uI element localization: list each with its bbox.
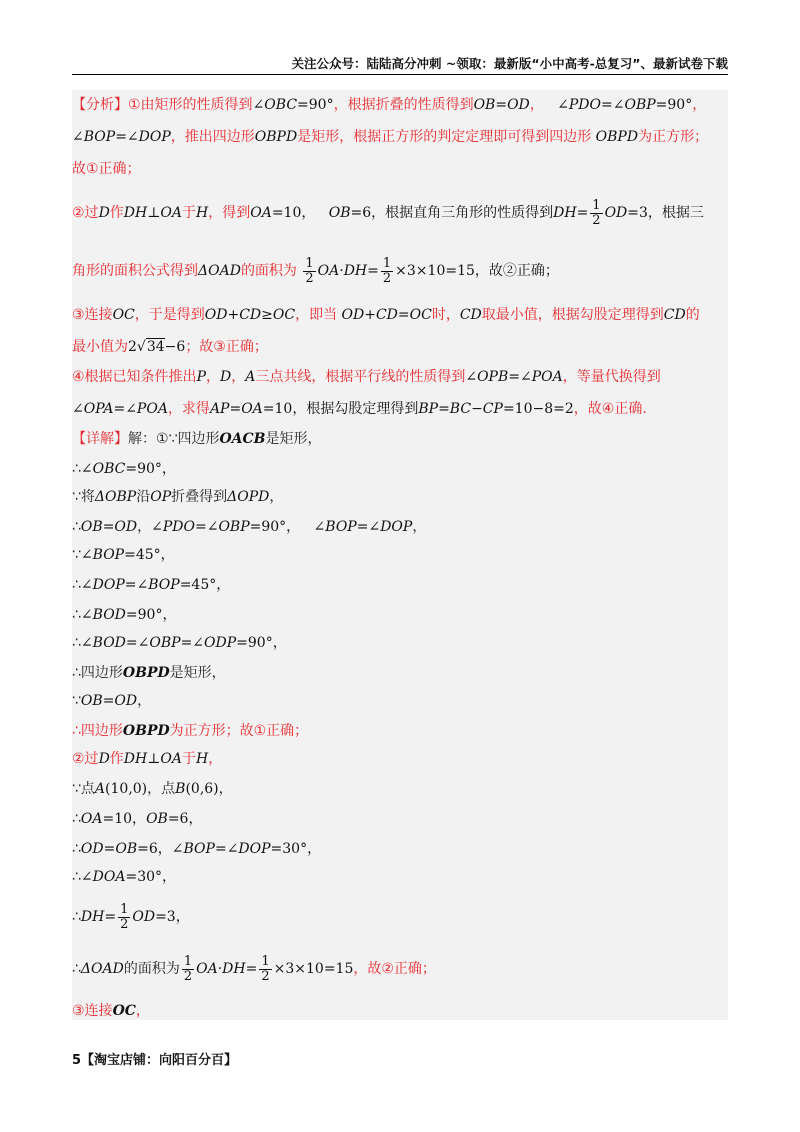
solution-content	[72, 90, 728, 1020]
analysis-line-3: 故①正确；	[72, 161, 141, 177]
sqrt-radicand: 34	[146, 339, 165, 355]
analysis-tag: 【分析】	[72, 97, 128, 113]
fraction-half: $\frac{1}{2}$	[183, 953, 193, 984]
analysis-line-2: ∠BOP=∠DOP，推出四边形OBPD是矩形，根据正方形的判定定理即可得到四边形 OBPD为正方形；	[72, 129, 709, 145]
analysis-line-5: 角形的面积公式得到ΔOAD的面积为 $\frac{1}{2}$ OA·DH= $\frac{1}{2}$ ×3×10=15，故②正确；	[72, 255, 559, 286]
analysis-line-9: ∠OPA=∠POA，求得AP=OA=10，根据勾股定理得到BP=BC−CP=10−8=2，故④正确.	[72, 401, 647, 417]
detail-line-8: ∴∠BOD=∠OBP=∠ODP=90°，	[72, 635, 287, 651]
detail-line-6: ∴∠DOP=∠BOP=45°，	[72, 577, 231, 593]
detail-line-15: ∴OD=OB=6，∠BOP=∠DOP=30°，	[72, 841, 322, 857]
detail-tag: 【详解】	[72, 431, 128, 447]
analysis-line-4: ②过D作DH⊥OA于H，得到OA=10， OB=6，根据直角三角形的性质得到DH= $\frac{1}{2}$ OD=3，根据三	[72, 197, 704, 228]
detail-line-7: ∴∠BOD=90°，	[72, 607, 177, 623]
detail-line-1: 【详解】解：①∵四边形OACB是矩形，	[72, 431, 322, 447]
detail-line-13: ∵点A(10,0)，点B(0,6)，	[72, 781, 233, 797]
detail-line-9: ∴四边形OBPD是矩形，	[72, 665, 226, 681]
analysis-line-1: 【分析】①由矩形的性质得到∠OBC=90°，根据折叠的性质得到OB=OD， ∠PDO=∠OBP=90°，	[72, 97, 707, 113]
detail-line-10: ∵OB=OD，	[72, 693, 152, 709]
detail-line-18: ∴ΔOAD的面积为 $\frac{1}{2}$ OA·DH= $\frac{1}{2}$ ×3×10=15，故②正确；	[72, 953, 436, 984]
fraction-half: $\frac{1}{2}$	[305, 255, 314, 286]
detail-line-14: ∴OA=10，OB=6，	[72, 811, 203, 827]
page-header: 关注公众号：陆陆高分冲刺 ~领取：最新版“小中高考-总复习”、最新试卷下载	[72, 54, 728, 75]
fraction-half: $\frac{1}{2}$	[120, 901, 129, 932]
analysis-line-7: 最小值为2√34−6；故③正确；	[72, 339, 268, 355]
detail-line-4: ∴OB=OD，∠PDO=∠OBP=90°， ∠BOP=∠DOP，	[72, 519, 427, 535]
detail-line-5: ∵∠BOP=45°，	[72, 547, 175, 563]
fraction-half: $\frac{1}{2}$	[592, 197, 601, 228]
detail-line-17: ∴DH= $\frac{1}{2}$ OD=3，	[72, 901, 190, 932]
detail-line-3: ∵将ΔOBP沿OP折叠得到ΔOPD，	[72, 489, 284, 505]
detail-line-11: ∴四边形OBPD为正方形；故①正确；	[72, 723, 309, 739]
page-footer: 5【淘宝店铺：向阳百分百】	[72, 1053, 238, 1068]
analysis-line-6: ③连接OC，于是得到OD+CD≥OC，即当 OD+CD=OC时，CD取最小值，根据勾股定理得到CD的	[72, 307, 700, 323]
detail-line-12: ②过D作DH⊥OA于H，	[72, 751, 223, 767]
analysis-line-8: ④根据已知条件推出P，D，A三点共线，根据平行线的性质得到∠OPB=∠POA，等量代换得到	[72, 369, 661, 385]
fraction-half: $\frac{1}{2}$	[261, 953, 270, 984]
detail-line-19: ③连接OC，	[72, 1003, 150, 1019]
detail-line-2: ∴∠OBC=90°，	[72, 461, 176, 477]
fraction-half: $\frac{1}{2}$	[382, 255, 392, 286]
sqrt-sign: √	[136, 339, 146, 355]
detail-line-16: ∴∠DOA=30°，	[72, 869, 177, 885]
